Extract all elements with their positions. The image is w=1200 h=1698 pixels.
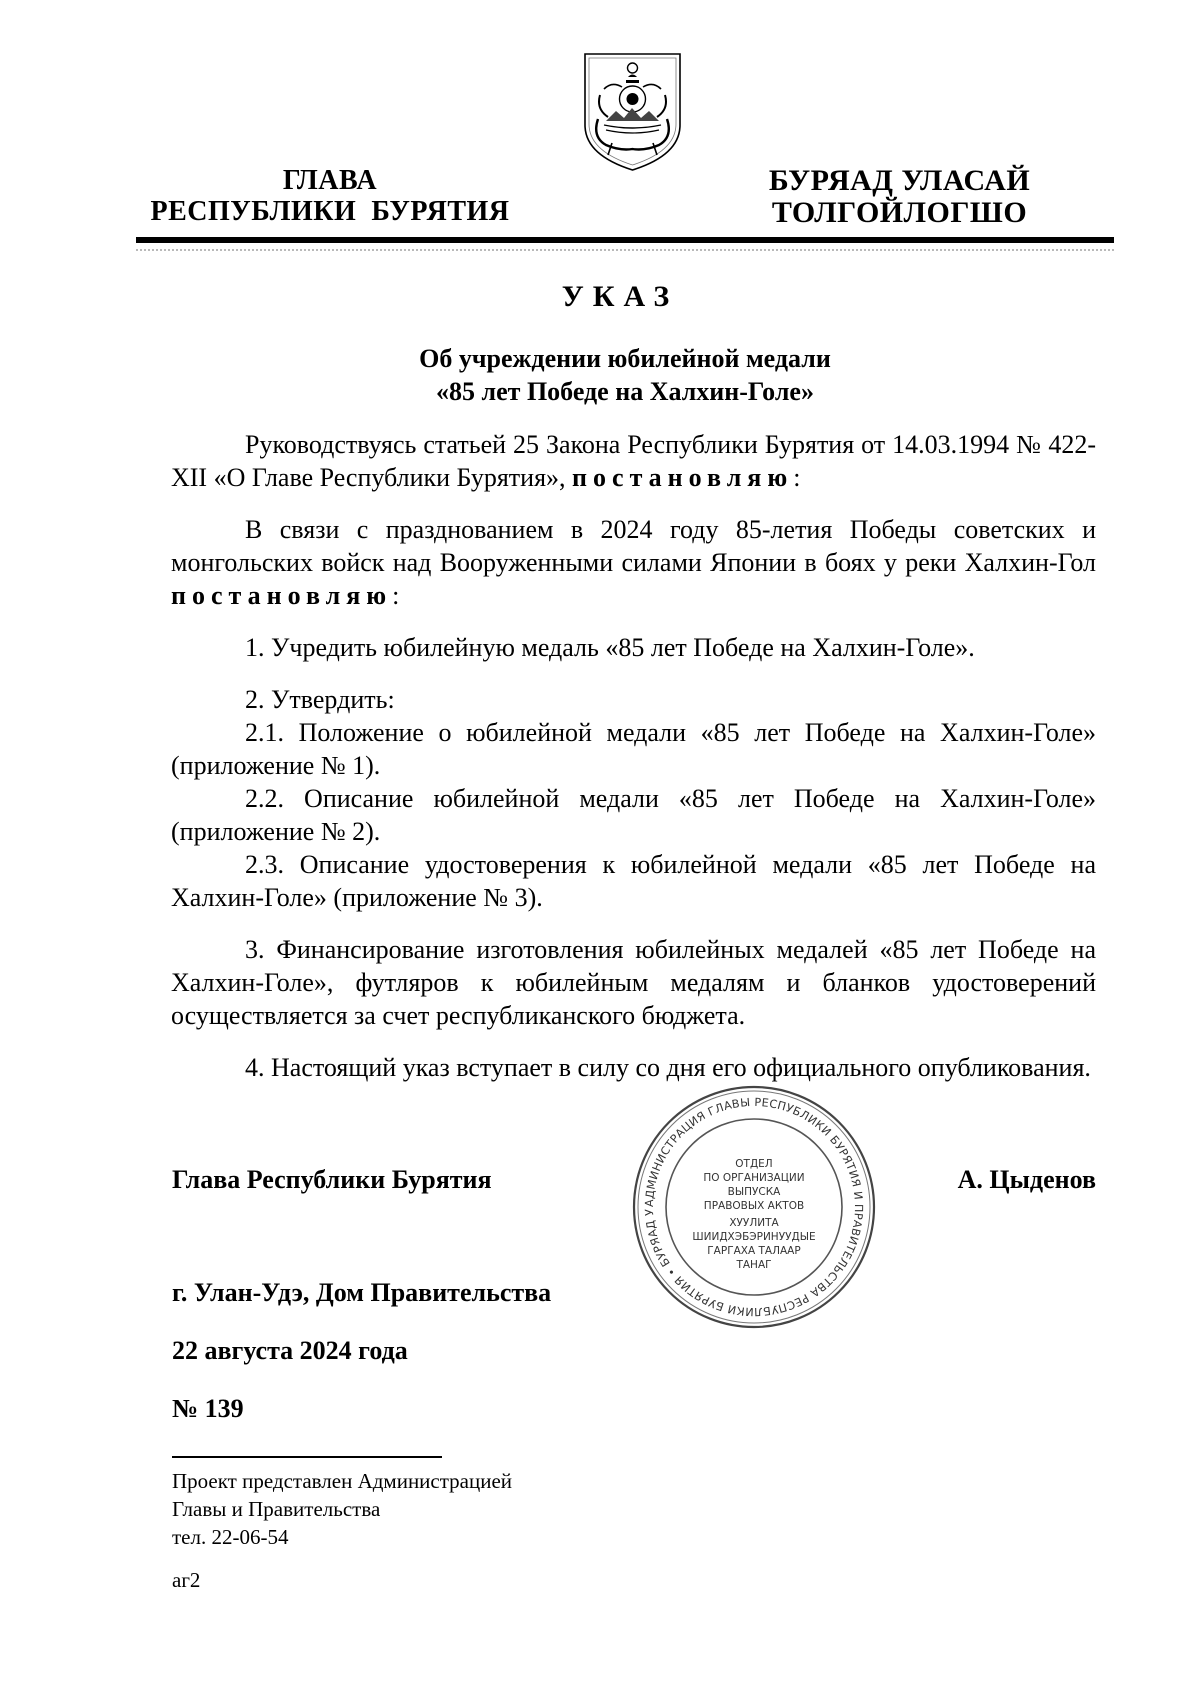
issuer-title-russian xyxy=(140,165,520,227)
item-2: 2. Утвердить: xyxy=(245,685,395,714)
item-1: 1. Учредить юбилейную медаль «85 лет Победе на Халхин-Голе». xyxy=(245,633,975,662)
seal-inner-line: ПО ОРГАНИЗАЦИИ xyxy=(703,1172,805,1184)
issuer-title-buryat-line2: ТОЛГОЙЛОГШО xyxy=(771,196,1028,229)
footnote-divider xyxy=(172,1456,442,1458)
subject-line1: Об учреждении юбилейной медали xyxy=(419,344,831,373)
seal-inner-line: ПРАВОВЫХ АКТОВ xyxy=(703,1200,805,1212)
motivation-colon: : xyxy=(392,581,400,610)
seal-outer-text: АДМИНИСТРАЦИЯ ГЛАВЫ РЕСПУБЛИКИ БУРЯТИЯ И ПРАВИТЕЛЬСТВА РЕСПУБЛИКИ БУРЯТИЯ • БУРЯАД У xyxy=(642,1095,866,1319)
preamble-paragraph xyxy=(171,428,1096,494)
item-4: 4. Настоящий указ вступает в силу со дня его официального опубликования. xyxy=(245,1053,1091,1082)
footnote-phone: тел. 22-06-54 xyxy=(172,1525,289,1549)
seal-inner-line: ВЫПУСКА xyxy=(727,1186,781,1198)
document-number: № 139 xyxy=(172,1394,244,1423)
footnote-line1: Проект представлен Администрацией xyxy=(172,1469,513,1493)
preamble-text: Руководствуясь статьей 25 Закона Республики Бурятия от 14.03.1994 № 422-XII «О Главе Республики Бурятия», xyxy=(171,430,1096,492)
place-of-signing: г. Улан-Удэ, Дом Правительства xyxy=(172,1278,552,1307)
header-divider xyxy=(136,237,1114,243)
issuer-title-buryat-line1: БУРЯАД УЛАСАЙ xyxy=(768,164,1031,197)
footnote xyxy=(172,1467,512,1551)
signatory-position: Глава Республики Бурятия xyxy=(172,1165,492,1194)
motivation-text: В связи с празднованием в 2024 году 85-летия Победы советских и монгольских войск над Вооруженными силами Японии в боях у реки Халхин-Гол xyxy=(171,515,1096,577)
header-dotted-divider xyxy=(136,249,1114,251)
registration-code: аг2 xyxy=(172,1568,201,1592)
item-3: 3. Финансирование изготовления юбилейных медалей «85 лет Победе на Халхин-Голе», футляров к юбилейным медалям и бланков удостоверений осуществляется за счет республиканского бюджета. xyxy=(171,935,1096,1030)
issuer-title-buryat xyxy=(727,165,1072,229)
seal-inner-line: ХУУЛИТА xyxy=(729,1217,779,1229)
item-2-1: 2.1. Положение о юбилейной медали «85 лет Победе на Халхин-Голе» (приложение № 1). xyxy=(171,718,1096,780)
seal-inner-line: ОТДЕЛ xyxy=(735,1158,773,1170)
issuer-title-line2: РЕСПУБЛИКИ БУРЯТИЯ xyxy=(150,196,510,227)
decree-word: постановляю xyxy=(572,463,794,492)
seal-inner-line: ШИИДХЭБЭРИНУУДЫЕ xyxy=(692,1231,816,1243)
document-subject xyxy=(0,342,1200,408)
seal-inner-line: ТАНАГ xyxy=(736,1259,772,1271)
preamble-colon: : xyxy=(793,463,801,492)
footnote-line2: Главы и Правительства xyxy=(172,1497,381,1521)
item-2-2: 2.2. Описание юбилейной медали «85 лет Победе на Халхин-Голе» (приложение № 2). xyxy=(171,784,1096,846)
decree-word: постановляю xyxy=(171,581,393,610)
coat-of-arms-icon xyxy=(582,51,683,172)
document-type-title: УКАЗ xyxy=(561,280,679,313)
seal-inner-line: ГАРГАХА ТАЛААР xyxy=(707,1245,801,1257)
item-2-3: 2.3. Описание удостоверения к юбилейной медали «85 лет Победе на Халхин-Голе» (приложение № 3). xyxy=(171,850,1096,912)
subject-line2: «85 лет Победе на Халхин-Голе» xyxy=(436,377,814,406)
official-stamp-icon xyxy=(630,1083,878,1331)
motivation-paragraph xyxy=(171,513,1096,612)
signatory-name: А. Цыденов xyxy=(957,1165,1096,1194)
signing-date: 22 августа 2024 года xyxy=(172,1336,408,1365)
decree-body xyxy=(171,428,1096,1084)
issuer-title-line1: ГЛАВА xyxy=(282,165,378,196)
